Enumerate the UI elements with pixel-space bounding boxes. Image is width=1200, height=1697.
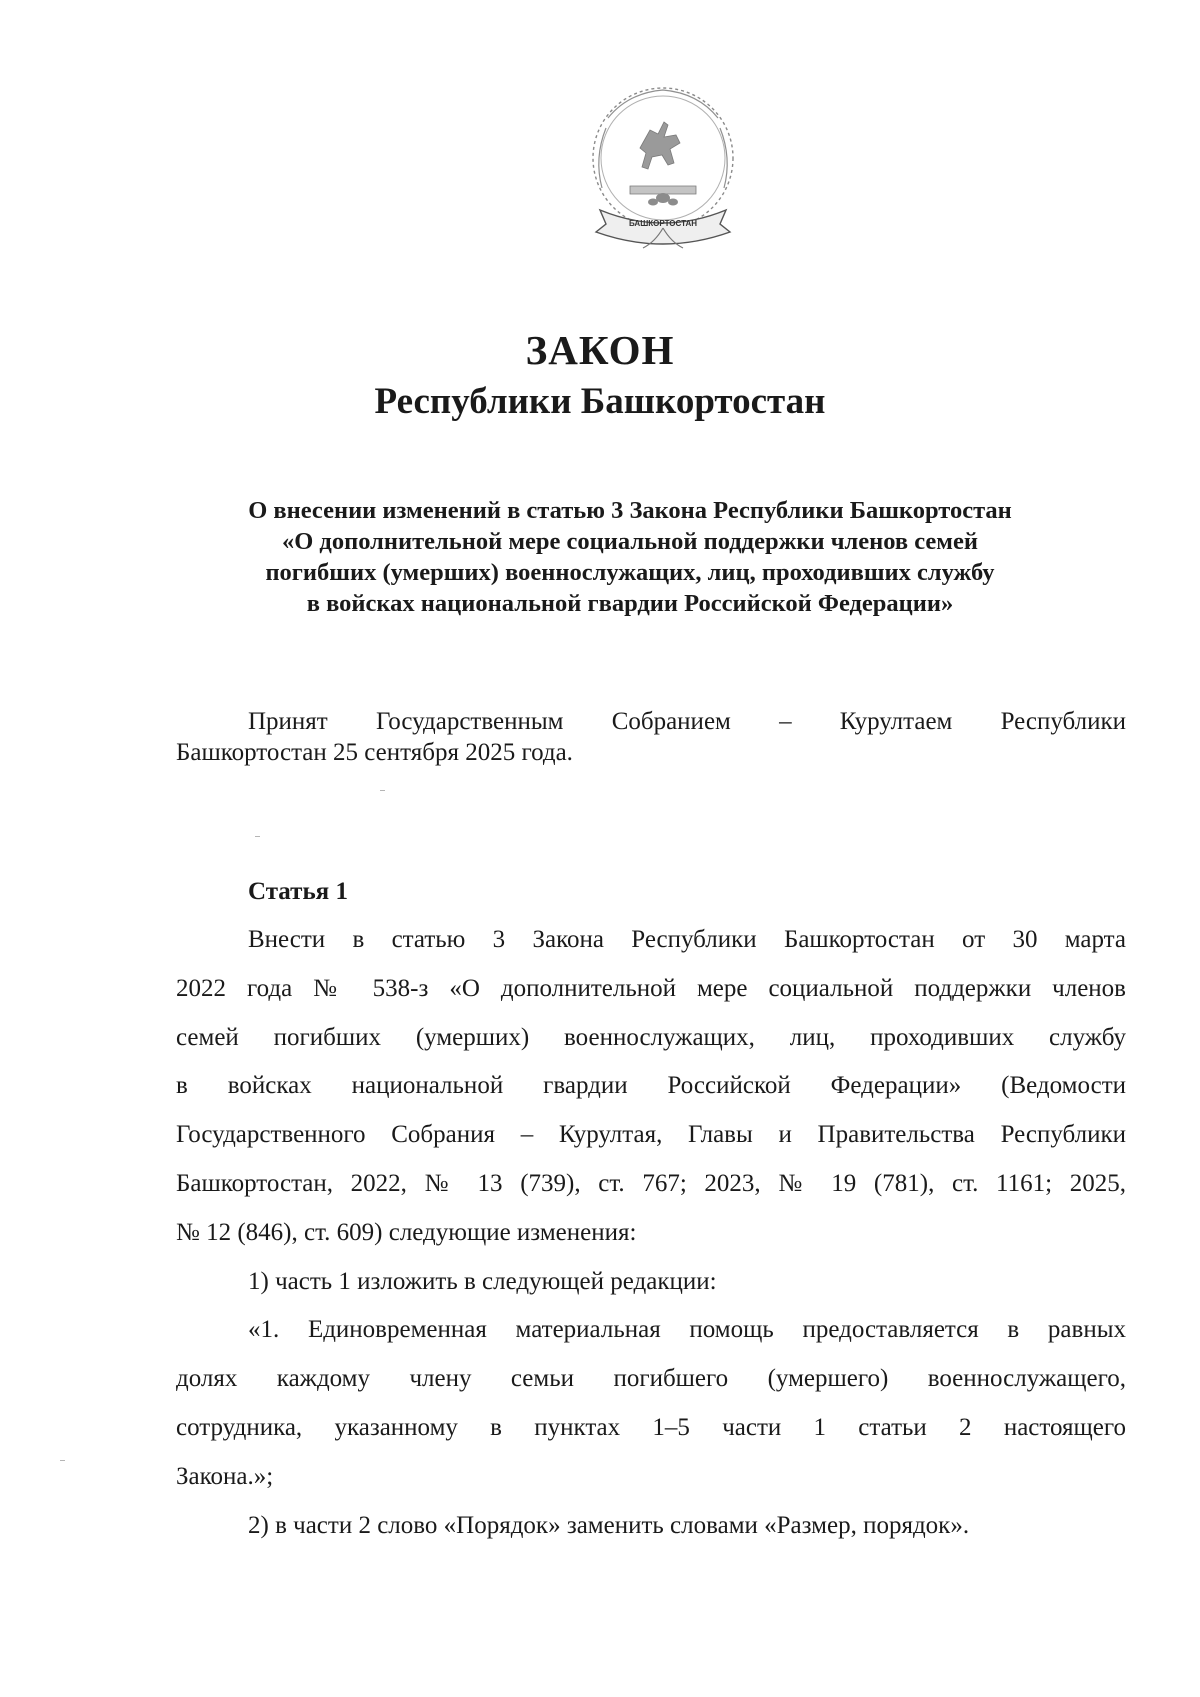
document-subtitle: Республики Башкортостан xyxy=(374,381,826,422)
adoption-statement xyxy=(176,706,1126,768)
article-line: 2) в части 2 слово «Порядок» заменить словами «Размер, порядок». xyxy=(248,1511,970,1539)
article-line: 2022 года № 538-з «О дополнительной мере социальной поддержки членов xyxy=(176,974,1126,1002)
article-line: Государственного Собрания – Курултая, Главы и Правительства Республики xyxy=(176,1121,1126,1149)
article-line: в войсках национальной гвардии Российской Федерации» (Ведомости xyxy=(176,1072,1126,1100)
scan-mark xyxy=(60,1460,65,1461)
subject-line: О внесении изменений в статью 3 Закона Республики Башкортостан xyxy=(248,497,1012,524)
article-line: Внести в статью 3 Закона Республики Башкортостан от 30 марта xyxy=(248,926,1126,953)
bashkortostan-coat-of-arms-icon xyxy=(578,78,748,260)
article-line: «1. Единовременная материальная помощь предоставляется в равных xyxy=(248,1316,1126,1344)
article-body xyxy=(176,916,1126,1550)
article-line: Башкортостан, 2022, № 13 (739), ст. 767; 2023, № 19 (781), ст. 1161; 2025, xyxy=(176,1169,1126,1197)
subject-line: в войсках национальной гвардии Российской Федерации» xyxy=(306,590,954,617)
law-subject xyxy=(150,495,1110,619)
article-line: семей погибших (умерших) военнослужащих, лиц, проходивших службу xyxy=(176,1023,1126,1051)
emblem-ribbon-text: БАШКОРТОСТАН xyxy=(628,219,698,228)
article-line: № 12 (846), ст. 609) следующие изменения: xyxy=(176,1218,637,1246)
subject-line: погибших (умерших) военнослужащих, лиц, проходивших службу xyxy=(265,559,995,586)
article-heading: Статья 1 xyxy=(248,878,348,905)
scan-mark xyxy=(380,790,385,791)
document-title: ЗАКОН xyxy=(525,327,675,373)
article-line: сотрудника, указанному в пунктах 1–5 части 1 статьи 2 настоящего xyxy=(176,1413,1126,1441)
article-line: Закона.»; xyxy=(176,1462,274,1490)
subject-line: «О дополнительной мере социальной поддержки членов семей xyxy=(282,528,978,555)
adoption-line: Башкортостан 25 сентября 2025 года. xyxy=(176,739,573,766)
adoption-line: Принят Государственным Собранием – Курултаем Республики xyxy=(248,708,1126,735)
scan-mark xyxy=(255,836,260,837)
article-line: 1) часть 1 изложить в следующей редакции: xyxy=(248,1267,717,1295)
article-line: долях каждому члену семьи погибшего (умершего) военнослужащего, xyxy=(176,1365,1126,1393)
